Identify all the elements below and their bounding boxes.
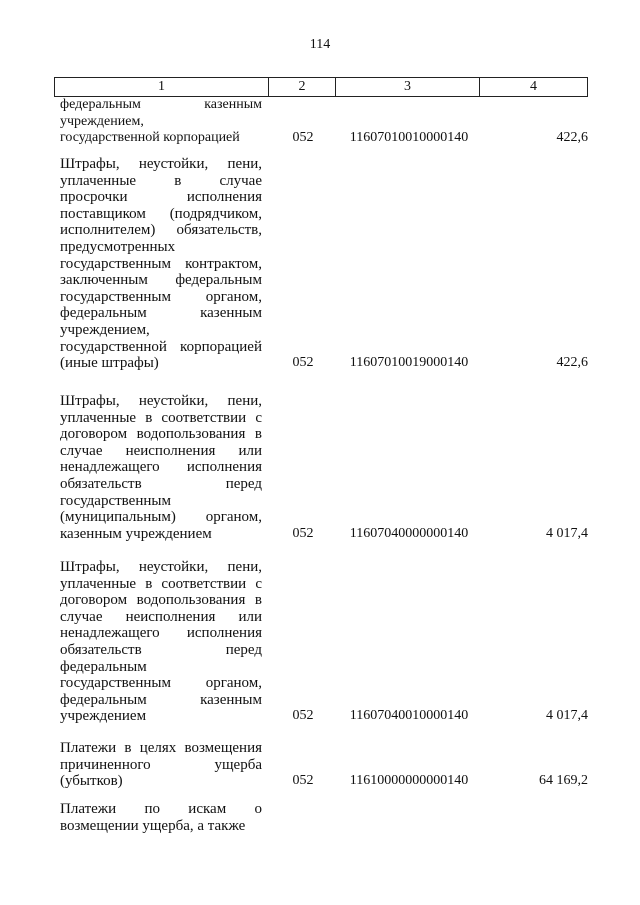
description-line: (муниципальным) органом, bbox=[60, 509, 262, 526]
amount: 422,6 bbox=[556, 130, 588, 146]
description-line: случае неисполнения или bbox=[60, 608, 262, 625]
row-description bbox=[60, 393, 262, 542]
amount: 4 017,4 bbox=[546, 708, 588, 724]
budget-code: 11607040010000140 bbox=[349, 708, 469, 724]
description-line: договором водопользования в bbox=[60, 426, 262, 443]
description-line: уплаченные в случае bbox=[60, 172, 262, 189]
admin-code: 052 bbox=[292, 773, 314, 789]
amount: 4 017,4 bbox=[546, 525, 588, 541]
description-line: федеральным bbox=[60, 658, 147, 675]
description-line: договором водопользования в bbox=[60, 592, 262, 609]
description-line: Платежи по искам о bbox=[60, 801, 262, 817]
description-line: федеральным казенным bbox=[60, 691, 262, 708]
table-header bbox=[54, 77, 588, 97]
header-col-2: 2 bbox=[269, 78, 336, 96]
description-line: ненадлежащего исполнения bbox=[60, 459, 262, 476]
description-line: (убытков) bbox=[60, 773, 123, 790]
row-description bbox=[60, 801, 262, 834]
page-number: 114 bbox=[309, 37, 331, 52]
budget-code: 11607010010000140 bbox=[349, 130, 469, 146]
header-col-1: 1 bbox=[55, 78, 269, 96]
description-line: случае неисполнения или bbox=[60, 442, 262, 459]
description-line: обязательств перед bbox=[60, 641, 262, 658]
description-line: предусмотренных bbox=[60, 238, 176, 255]
description-line: обязательств перед bbox=[60, 475, 262, 492]
description-line: заключенным федеральным bbox=[60, 272, 262, 289]
row-description bbox=[60, 559, 262, 725]
row-description bbox=[60, 740, 262, 790]
row-description bbox=[60, 156, 262, 372]
budget-code: 11607040000000140 bbox=[349, 525, 469, 541]
description-line: государственным органом, bbox=[60, 675, 262, 692]
description-line: Платежи в целях возмещения bbox=[60, 740, 262, 756]
description-line: просрочки исполнения bbox=[60, 189, 262, 206]
description-line: государственной корпорацией bbox=[60, 130, 240, 146]
description-line: поставщиком (подрядчиком, bbox=[60, 205, 262, 222]
description-line: учреждением bbox=[60, 708, 147, 725]
budget-code: 11610000000000140 bbox=[349, 773, 469, 789]
description-line: (иные штрафы) bbox=[60, 355, 159, 372]
description-line: федеральным казенным bbox=[60, 305, 262, 322]
description-line: учреждением, bbox=[60, 321, 150, 338]
amount: 64 169,2 bbox=[539, 773, 588, 789]
description-line: казенным учреждением bbox=[60, 525, 212, 542]
admin-code: 052 bbox=[292, 525, 314, 541]
description-line: учреждением, bbox=[60, 113, 144, 129]
description-line: Штрафы, неустойки, пени, bbox=[60, 156, 262, 172]
description-line: уплаченные в соответствии с bbox=[60, 575, 262, 592]
budget-code: 11607010019000140 bbox=[349, 355, 469, 371]
description-line: возмещении ущерба, а также bbox=[60, 817, 246, 834]
description-line: государственным bbox=[60, 492, 171, 509]
description-line: государственной корпорацией bbox=[60, 338, 262, 355]
description-line: исполнителем) обязательств, bbox=[60, 222, 262, 239]
admin-code: 052 bbox=[292, 130, 314, 146]
description-line: государственным органом, bbox=[60, 288, 262, 305]
description-line: Штрафы, неустойки, пени, bbox=[60, 559, 262, 575]
row-description bbox=[60, 97, 262, 147]
header-col-4: 4 bbox=[530, 79, 537, 94]
header-col-3: 3 bbox=[336, 78, 480, 96]
description-line: государственным контрактом, bbox=[60, 255, 262, 272]
description-line: причиненного ущерба bbox=[60, 756, 262, 773]
admin-code: 052 bbox=[292, 355, 314, 371]
admin-code: 052 bbox=[292, 708, 314, 724]
description-line: федеральным казенным bbox=[60, 97, 262, 112]
description-line: ненадлежащего исполнения bbox=[60, 625, 262, 642]
description-line: Штрафы, неустойки, пени, bbox=[60, 393, 262, 409]
description-line: уплаченные в соответствии с bbox=[60, 409, 262, 426]
amount: 422,6 bbox=[556, 355, 588, 371]
